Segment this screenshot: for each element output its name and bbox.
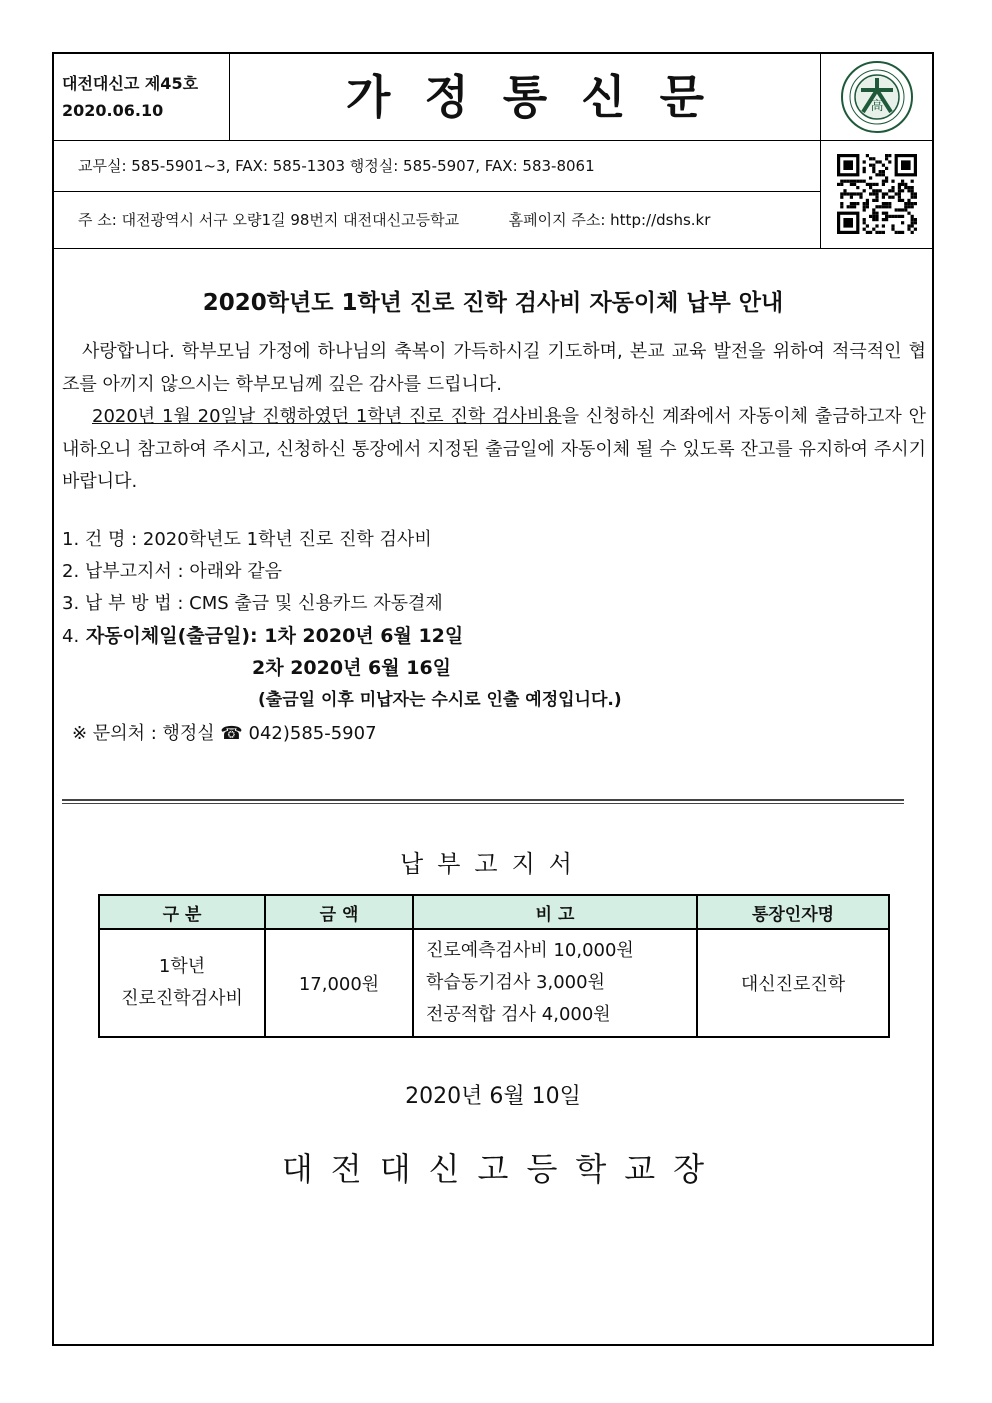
transfer-note: (출금일 이후 미납자는 수시로 인출 예정입니다.) (258, 690, 622, 710)
contact-line: 교무실: 585-5901~3, FAX: 585-1303 행정실: 585-5907, FAX: 583-8061 (54, 140, 820, 192)
item4-number: 4. (62, 626, 80, 647)
cell-account-name: 대신진로진학 (697, 929, 889, 1037)
cell-amount: 17,000원 (265, 929, 413, 1037)
col-header-amount: 금 액 (265, 895, 413, 929)
address-text: 주 소: 대전광역시 서구 오량1길 98번지 대전대신고등학교 (78, 211, 460, 229)
homepage-link[interactable]: 홈페이지 주소: http://dshs.kr (508, 211, 711, 229)
bill-title: 납부고지서 (400, 850, 586, 878)
letter-heading: 2020학년도 1학년 진로 진학 검사비 자동이체 납부 안내 (202, 290, 784, 316)
table-header-row (99, 895, 889, 929)
list-item-transfer-date (62, 620, 922, 652)
issue-date-footer: 2020년 6월 10일 (405, 1084, 581, 1109)
cell-category: 1학년 진로진학검사비 (99, 929, 265, 1037)
underlined-phrase: 2020년 1월 20일날 진행하였던 1학년 진로 진학 검사비용 (92, 406, 562, 427)
cell-notes: 진로예측검사비 10,000원 학습동기검사 3,000원 전공적합 검사 4,000원 (413, 929, 697, 1037)
issue-date: 2020.06.10 (62, 101, 164, 120)
notice-paragraph-rest: 을 신청하신 계좌에서 자동이체 출금하고자 안내하오니 참고하여 주시고, 신청하신 통장에서 지정된 출금일에 자동이체 될 수 있도록 잔고를 유지하여 주시기 바랍니다. (62, 406, 926, 492)
issue-info (54, 54, 230, 140)
second-transfer-date: 2차 2020년 6월 16일 (252, 657, 452, 679)
bill-table (98, 894, 890, 1038)
page-title: 가정통신문 (345, 70, 739, 124)
greeting-paragraph: 사랑합니다. 학부모님 가정에 하나님의 축복이 가득하시길 기도하며, 본교 교육 발전을 위하여 적극적인 협조를 아끼지 않으시는 학부모님께 깊은 감사를 드립니다. (62, 341, 926, 395)
separator-line (62, 799, 904, 804)
header-top-row (54, 54, 932, 141)
letter-body (62, 336, 926, 499)
issue-number: 대전대신고 제45호 (62, 74, 199, 93)
table-row (99, 929, 889, 1037)
col-header-category: 구 분 (99, 895, 265, 929)
col-header-note: 비 고 (413, 895, 697, 929)
logo-glyph: 高 (870, 99, 884, 114)
school-logo (820, 54, 933, 140)
address-line (54, 192, 820, 248)
notice-paragraph (62, 401, 926, 499)
header-divider (54, 248, 932, 249)
list-item: 3. 납 부 방 법 : CMS 출금 및 신용카드 자동결제 (62, 593, 443, 614)
col-header-account-name: 통장인자명 (697, 895, 889, 929)
principal-signature: 대전대신고등학교장 (281, 1150, 723, 1188)
item4-label: 자동이체일(출금일): 1차 2020년 6월 12일 (85, 625, 464, 647)
list-item: 1. 건 명 : 2020학년도 1학년 진로 진학 검사비 (62, 529, 432, 550)
qr-code-icon[interactable] (820, 140, 933, 248)
document-frame (52, 52, 934, 1346)
inquiry-line: ※ 문의처 : 행정실 ☎ 042)585-5907 (72, 723, 377, 744)
info-items (62, 524, 922, 750)
list-item: 2. 납부고지서 : 아래와 같음 (62, 561, 283, 582)
